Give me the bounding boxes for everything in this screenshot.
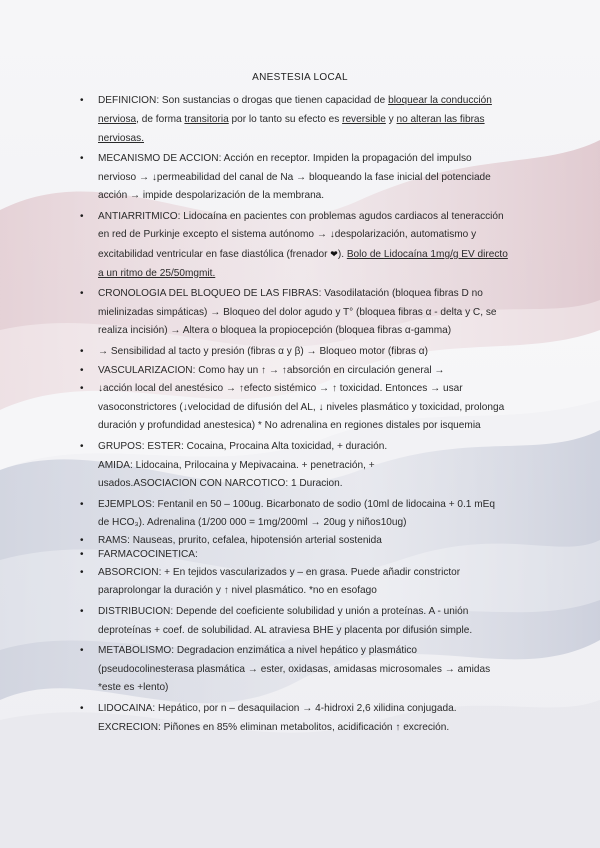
excrecion-text: EXCRECION: Piñones en 85% eliminan metabolitos, acidificación ↑ excreción. (98, 721, 450, 733)
list-item-cronologia: • CRONOLOGIA DEL BLOQUEO DE LAS FIBRAS: Vasodilatación (bloquea fibras D no mielinizadas simpáticas) → Bloqueo del dolor agudo y T° (bloquea fibras α - delta y C, se realiza incisión) → Altera o bloquea la propiocepción (bloquea fibras α-gamma) (80, 288, 497, 337)
page-title: ANESTESIA LOCAL (252, 72, 348, 83)
list-item-farmacocinetica: • FARMACOCINETICA: (80, 549, 198, 561)
list-item-metabolismo: • METABOLISMO: Degradacion enzimática a nivel hepático y plasmático (pseudocolinesterasa plasmática → ester, oxidasas, amidasas microsomales → amidas *este es +lento) (80, 645, 491, 694)
list-item-accion-local: • ↓acción local del anestésico → ↑efecto sistémico → ↑ toxicidad. Entonces → usar vasoconstrictores (↓velocidad de difusión del AL, ↓ niveles plasmático y toxicidad, prolonga duración y profundidad anestesica) * No adrenalina en regiones distales por isquemia (80, 383, 505, 432)
list-item-grupos: • GRUPOS: ESTER: Cocaina, Procaina Alta toxicidad, + duración. AMIDA: Lidocaina, Prilocaina y Mepivacaina. + penetración, + usados.ASOCIACION CON NARCOTICO: 1 Duracion. (80, 440, 388, 490)
list-item-mecanismo: • MECANISMO DE ACCION: Acción en receptor. Impiden la propagación del impulso nervioso → ↓permeabilidad del canal de Na → bloqueando la fase inicial del potenciade acción → impide despolarización de la membrana. (80, 153, 491, 202)
heart-icon: ❤ (330, 248, 338, 259)
notes-list (78, 91, 508, 737)
list-item-sensibilidad: • → Sensibilidad al tacto y presión (fibras α y β) → Bloqueo motor (fibras α) (80, 345, 428, 357)
list-item-rams: • RAMS: Nauseas, prurito, cefalea, hipotensión arterial sostenida (80, 534, 382, 546)
bullet: • (80, 95, 84, 106)
list-item-definicion: • DEFINICION: Son sustancias o drogas que tienen capacidad de bloquear la conducción nerviosa, de forma transitoria por lo tanto su efecto es reversible y no alteran las fibras nerviosas. (78, 91, 508, 148)
list-item-ejemplos: • EJEMPLOS: Fentanil en 50 – 100ug. Bicarbonato de sodio (10ml de lidocaina + 0.1 mEq de HCO₃). Adrenalina (1/200 000 = 1mg/200ml → 20ug y niños10ug) (80, 498, 495, 529)
list-item-absorcion: • ABSORCION: + En tejidos vascularizados y – en grasa. Puede añadir constrictor paraprolongar la duración y ↑ nivel plasmático. *no en esofago (80, 566, 461, 597)
list-item-distribucion: • DISTRIBUCION: Depende del coeficiente solubilidad y unión a proteínas. A - unión deproteínas + coef. de solubilidad. AL atraviesa BHE y placenta por difusión simple. (80, 606, 473, 636)
list-item-antiarritmico: • ANTIARRITMICO: Lidocaína en pacientes con problemas agudos cardiacos al teneracción en red de Purkinje excepto el sistema autónomo → ↓despolarización, automatismo y excitabilidad ventricular en fase diastólica (frenador ❤). Bolo de Lidocaína 1mg/g EV directo a un ritmo de 25/50mgmit. (80, 210, 508, 279)
list-item-lidocaina: • LIDOCAINA: Hepático, por n – desaquilacion → 4-hidroxi 2,6 xilidina conjugada. EXCRECION: Piñones en 85% eliminan metabolitos, acidificación ↑ excreción. (80, 703, 457, 733)
list-item-vascularizacion: • VASCULARIZACION: Como hay un ↑ → ↑absorción en circulación general → (80, 364, 445, 376)
